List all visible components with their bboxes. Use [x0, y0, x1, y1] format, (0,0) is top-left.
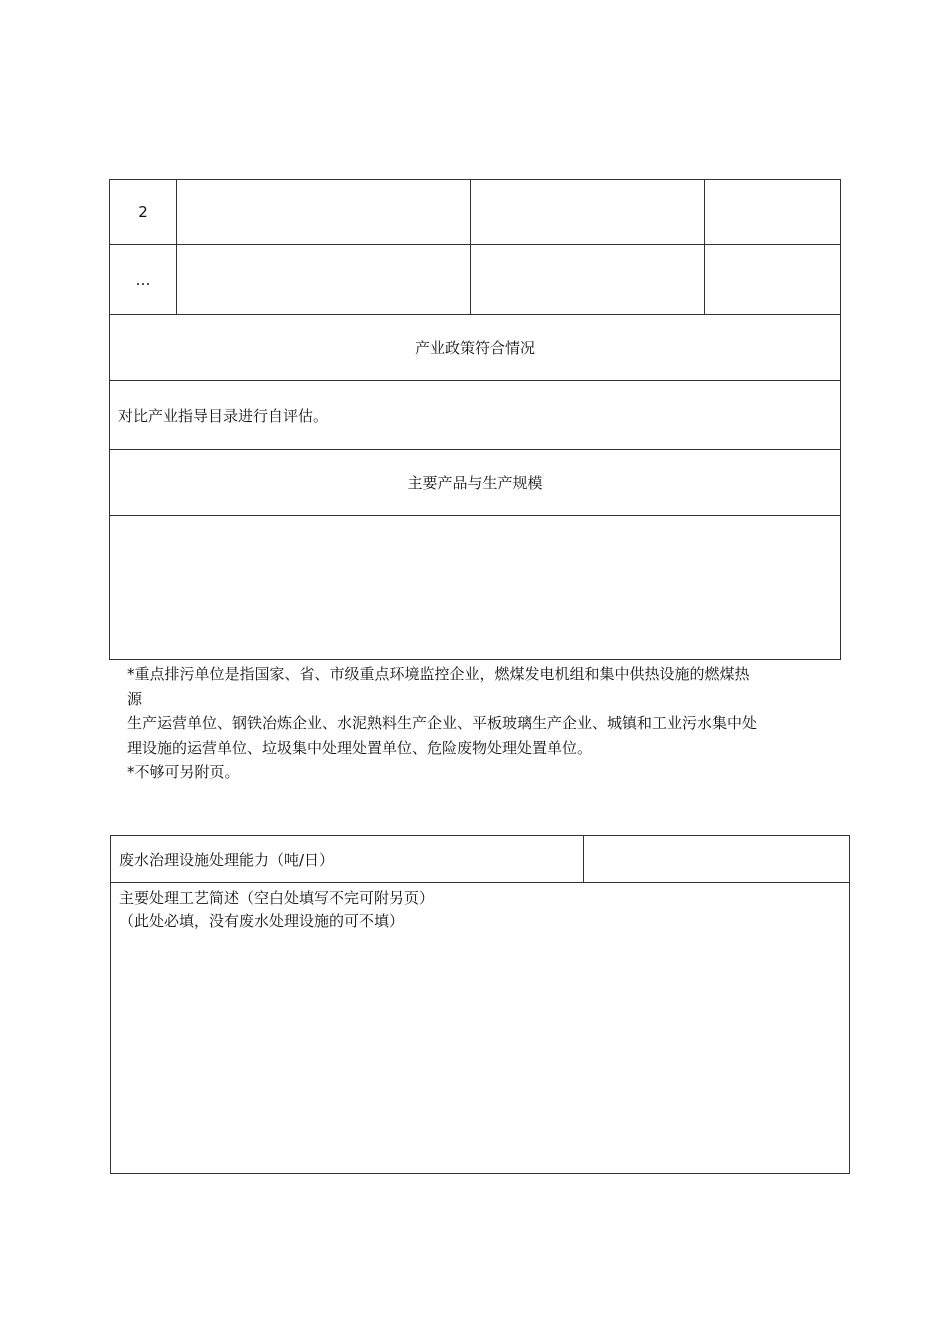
capacity-label: 废水治理设施处理能力（吨/日）	[111, 836, 584, 883]
row-index-cell: …	[110, 245, 177, 315]
capacity-value-field[interactable]	[584, 836, 850, 883]
table-cell[interactable]	[705, 245, 841, 315]
products-row	[110, 516, 841, 660]
process-description-cell[interactable]	[111, 883, 850, 1174]
table-cell[interactable]	[471, 180, 705, 245]
capacity-row	[111, 836, 850, 883]
table-row	[110, 180, 841, 245]
industry-policy-heading: 产业政策符合情况	[110, 315, 841, 381]
section-heading-row	[110, 450, 841, 516]
process-label: 主要处理工艺简述（空白处填写不完可附另页）	[119, 889, 435, 907]
row-index-cell: 2	[110, 180, 177, 245]
enterprise-info-table	[109, 179, 841, 660]
products-text-cell[interactable]	[110, 516, 841, 660]
footnote-line: 生产运营单位、钢铁冶炼企业、水泥熟料生产企业、平板玻璃生产企业、城镇和工业污水集中处	[127, 714, 758, 732]
table-cell[interactable]	[705, 180, 841, 245]
section-heading-row	[110, 315, 841, 381]
table-cell[interactable]	[177, 180, 471, 245]
table-cell[interactable]	[177, 245, 471, 315]
footnote-line: *不够可另附页。	[127, 763, 240, 781]
footnote-line: 理设施的运营单位、垃圾集中处理处置单位、危险废物处理处置单位。	[127, 738, 593, 757]
footnotes	[127, 662, 837, 785]
footnote-line: *重点排污单位是指国家、省、市级重点环境监控企业，燃煤发电机组和集中供热设施的燃煤热	[127, 665, 750, 683]
products-heading: 主要产品与生产规模	[110, 450, 841, 516]
process-note: （此处必填，没有废水处理设施的可不填）	[119, 912, 405, 930]
wastewater-table	[110, 835, 850, 1174]
footnote-line: 源	[127, 689, 143, 708]
table-cell[interactable]	[471, 245, 705, 315]
table-row	[110, 245, 841, 315]
industry-policy-text[interactable]: 对比产业指导目录进行自评估。	[110, 381, 841, 450]
industry-policy-row	[110, 381, 841, 450]
process-row	[111, 883, 850, 1174]
